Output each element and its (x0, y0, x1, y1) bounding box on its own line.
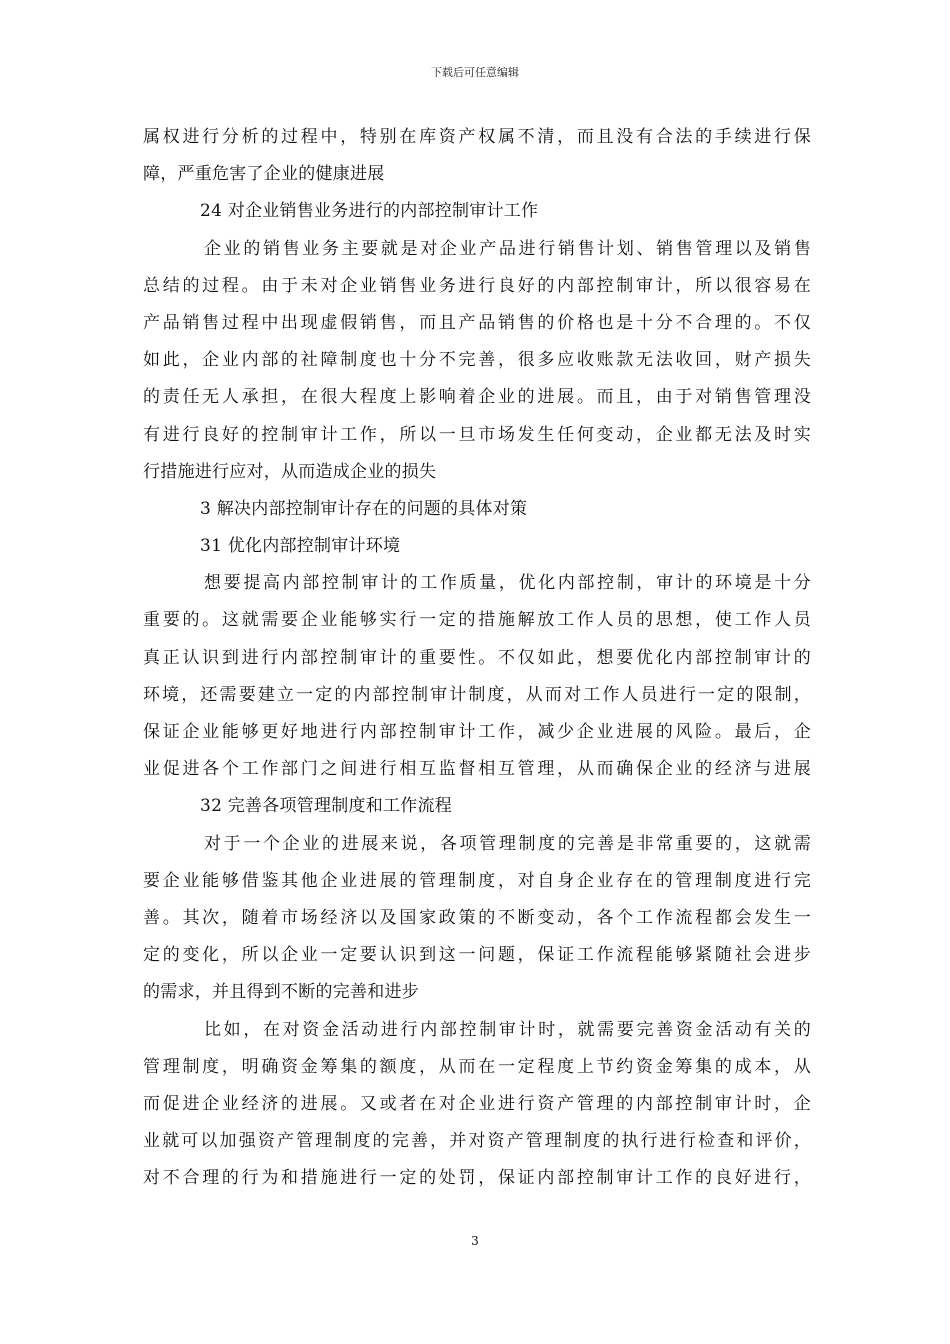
text-line: 障，严重危害了企业的健康进展 (143, 164, 385, 185)
text-line: 保证企业能够更好地进行内部控制审计工作，减少企业进展的风险。最后，企 (143, 722, 811, 742)
text-line: 业促进各个工作部门之间进行相互监督相互管理，从而确保企业的经济与进展 (143, 759, 811, 780)
text-line: 重要的。这就需要企业能够实行一定的措施解放工作人员的思想，使工作人员 (143, 610, 811, 631)
text-line: 的需求，并且得到不断的完善和进步 (143, 982, 419, 1003)
section-heading: 31 优化内部控制审计环境 (200, 536, 401, 557)
text-line: 总结的过程。由于未对企业销售业务进行良好的内部控制审计，所以很容易在 (143, 275, 811, 296)
text-line: 善。其次，随着市场经济以及国家政策的不断变动，各个工作流程都会发生一 (143, 907, 811, 928)
page-number: 3 (471, 1234, 479, 1248)
text-line: 属权进行分析的过程中，特别在库资产权属不清，而且没有合法的手续进行保 (143, 127, 811, 147)
text-line: 环境，还需要建立一定的内部控制审计制度，从而对工作人员进行一定的限制， (143, 684, 811, 705)
section-heading: 24 对企业销售业务进行的内部控制审计工作 (200, 201, 539, 222)
text-line: 的责任无人承担，在很大程度上影响着企业的进展。而且，由于对销售管理没 (143, 387, 811, 408)
text-line: 有进行良好的控制审计工作，所以一旦市场发生任何变动，企业都无法及时实 (143, 424, 811, 445)
text-line: 真正认识到进行内部控制审计的重要性。不仅如此，想要优化内部控制审计的 (143, 647, 811, 668)
section-heading: 32 完善各项管理制度和工作流程 (200, 796, 453, 817)
text-line: 想要提高内部控制审计的工作质量，优化内部控制，审计的环境是十分 (204, 573, 811, 594)
text-line: 对于一个企业的进展来说，各项管理制度的完善是非常重要的，这就需 (204, 833, 811, 854)
text-line: 要企业能够借鉴其他企业进展的管理制度，对自身企业存在的管理制度进行完 (143, 870, 811, 891)
document-body (143, 119, 811, 1197)
text-line: 业就可以加强资产管理制度的完善，并对资产管理制度的执行进行检查和评价， (143, 1131, 811, 1152)
text-line: 产品销售过程中出现虚假销售，而且产品销售的价格也是十分不合理的。不仅 (143, 312, 811, 333)
text-line: 对不合理的行为和措施进行一定的处罚，保证内部控制审计工作的良好进行， (143, 1168, 811, 1189)
text-line: 企业的销售业务主要就是对企业产品进行销售计划、销售管理以及销售 (204, 238, 811, 259)
text-line: 定的变化，所以企业一定要认识到这一问题，保证工作流程能够紧随社会进步 (143, 945, 811, 966)
text-line: 行措施进行应对，从而造成企业的损失 (143, 461, 437, 482)
page-header-note: 下载后可任意编辑 (431, 66, 519, 79)
section-heading: 3 解决内部控制审计存在的问题的具体对策 (200, 498, 528, 519)
text-line: 如此，企业内部的社障制度也十分不完善，很多应收账款无法收回，财产损失 (143, 350, 811, 371)
text-line: 而促进企业经济的进展。又或者在对企业进行资产管理的内部控制审计时，企 (143, 1093, 811, 1114)
text-line: 比如，在对资金活动进行内部控制审计时，就需要完善资金活动有关的 (204, 1019, 811, 1040)
text-line: 管理制度，明确资金筹集的额度，从而在一定程度上节约资金筹集的成本，从 (143, 1056, 811, 1077)
